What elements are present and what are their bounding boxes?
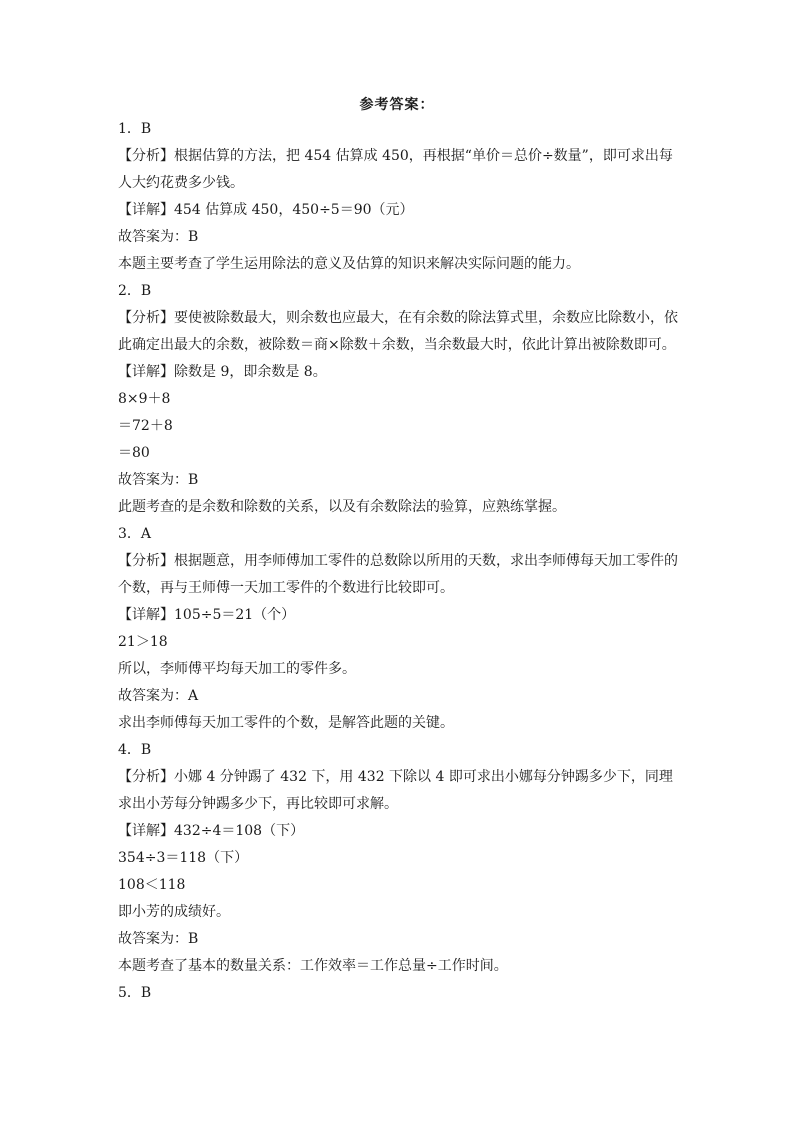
answer-text: 故答案为：A xyxy=(118,688,199,704)
detail-text: 【详解】除数是 9，即余数是 8。 xyxy=(118,364,327,380)
calc-step: ＝80 xyxy=(118,445,150,461)
calc-step: 21＞18 xyxy=(118,634,168,650)
calc-step: 8×9＋8 xyxy=(118,391,171,407)
answer-content xyxy=(118,116,680,1007)
calc-step: 354÷3＝118（下） xyxy=(118,850,249,866)
analysis-text: 【分析】根据估算的方法，把 454 估算成 450，再根据“单价＝总价÷数量”，即可求出每人大约花费多少钱。 xyxy=(118,148,673,191)
analysis-text: 【分析】根据题意，用李师傅加工零件的总数除以所用的天数，求出李师傅每天加工零件的个数，再与王师傅一天加工零件的个数进行比较即可。 xyxy=(118,553,678,596)
summary-text: 本题主要考查了学生运用除法的意义及估算的知识来解决实际问题的能力。 xyxy=(118,256,580,272)
calc-step: ＝72＋8 xyxy=(118,418,173,434)
answer-number: 3．A xyxy=(118,526,152,542)
summary-text: 本题考查了基本的数量关系：工作效率＝工作总量÷工作时间。 xyxy=(118,958,508,974)
detail-text: 【详解】432÷4＝108（下） xyxy=(118,823,305,839)
answer-number: 4．B xyxy=(118,742,152,758)
answer-number: 2．B xyxy=(118,283,152,299)
answer-number: 5．B xyxy=(118,985,152,1001)
answer-text: 故答案为：B xyxy=(118,931,199,947)
answer-number: 1．B xyxy=(118,121,152,137)
conclusion-text: 即小芳的成绩好。 xyxy=(118,904,230,920)
calc-step: 108＜118 xyxy=(118,877,186,893)
page-title: 参考答案： xyxy=(359,97,435,113)
analysis-text: 【分析】要使被除数最大，则余数也应最大，在有余数的除法算式里，余数应比除数小，依此确定出最大的余数，被除数＝商×除数＋余数，当余数最大时，依此计算出被除数即可。 xyxy=(118,310,678,353)
detail-text: 【详解】454 估算成 450，450÷5＝90（元） xyxy=(118,202,414,218)
analysis-text: 【分析】小娜 4 分钟踢了 432 下，用 432 下除以 4 即可求出小娜每分钟踢多少下，同理求出小芳每分钟踢多少下，再比较即可求解。 xyxy=(118,769,673,812)
conclusion-text: 所以，李师傅平均每天加工的零件多。 xyxy=(118,661,356,677)
answer-text: 故答案为：B xyxy=(118,229,199,245)
summary-text: 此题考查的是余数和除数的关系，以及有余数除法的验算，应熟练掌握。 xyxy=(118,499,566,515)
answer-text: 故答案为：B xyxy=(118,472,199,488)
detail-text: 【详解】105÷5＝21（个） xyxy=(118,607,296,623)
summary-text: 求出李师傅每天加工零件的个数，是解答此题的关键。 xyxy=(118,715,454,731)
